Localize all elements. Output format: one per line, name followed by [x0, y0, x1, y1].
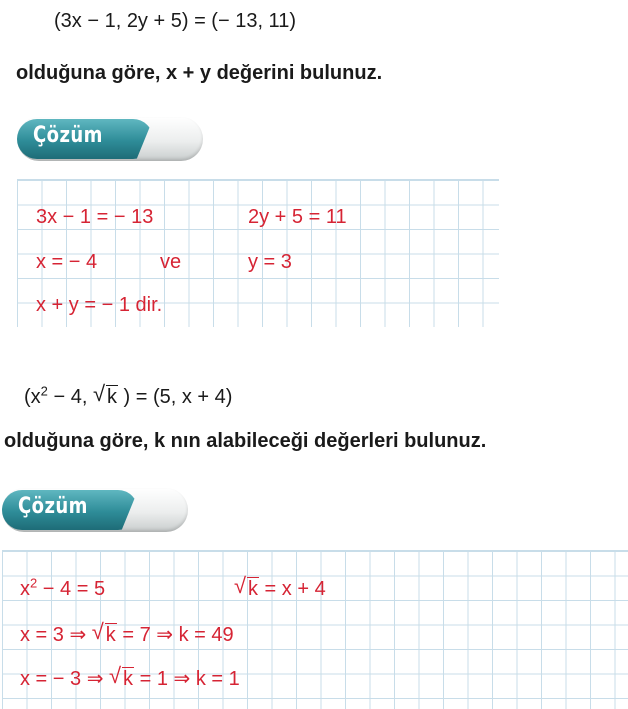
s1-line2-mid: ve	[160, 251, 182, 273]
s2-l1-a: x	[20, 578, 30, 600]
s2-line1-right	[234, 573, 326, 601]
radicand: k	[123, 668, 134, 690]
s2-line2	[20, 619, 234, 647]
sqrt-k	[92, 381, 118, 409]
s1-line2-right: y = 3	[248, 251, 292, 273]
p2-eq-part2: − 4,	[47, 386, 93, 408]
sqrt-k	[109, 663, 134, 691]
sqrt-sign: √	[92, 381, 106, 406]
s1-line2-left: x = − 4	[36, 251, 98, 273]
s2-line1-left	[20, 575, 106, 601]
s1-line3: x + y = − 1 dir.	[36, 294, 163, 316]
problem2-equation	[24, 381, 233, 409]
sqrt-k	[234, 573, 259, 601]
s2-l1-rest: = x + 4	[259, 578, 326, 600]
radicand: k	[248, 578, 258, 600]
solution1-label: Çözüm	[33, 123, 103, 148]
problem1-instruction: olduğuna göre, x + y değerini bulunuz.	[16, 62, 383, 84]
s2-l1-exponent: 2	[30, 575, 38, 591]
problem1-equation: (3x − 1, 2y + 5) = (− 13, 11)	[54, 10, 296, 32]
sqrt-k	[91, 619, 117, 647]
s2-l3-a: x = − 3 ⇒	[20, 668, 110, 690]
s2-l1-b: − 4 = 5	[37, 578, 106, 600]
radicand: k	[105, 624, 116, 646]
sqrt-sign: √	[91, 619, 104, 644]
s2-l3-b: = 1 ⇒ k = 1	[134, 668, 240, 690]
problem2-instruction: olduğuna göre, k nın alabileceği değerleri bulunuz.	[4, 430, 487, 452]
p2-eq-part3: ) = (5, x + 4)	[117, 386, 233, 408]
solution2-label: Çözüm	[18, 494, 88, 519]
s2-l2-b: = 7 ⇒ k = 49	[116, 624, 234, 646]
s1-line1-right: 2y + 5 = 11	[248, 206, 347, 228]
sqrt-sign: √	[109, 663, 122, 688]
s2-line3	[20, 663, 240, 691]
p2-eq-part1: (x	[24, 386, 41, 408]
sqrt-sign: √	[234, 573, 247, 598]
p2-eq-exponent: 2	[40, 383, 48, 399]
s1-line1-left: 3x − 1 = − 13	[36, 206, 154, 228]
radicand: k	[106, 386, 117, 408]
s2-l2-a: x = 3 ⇒	[20, 624, 92, 646]
